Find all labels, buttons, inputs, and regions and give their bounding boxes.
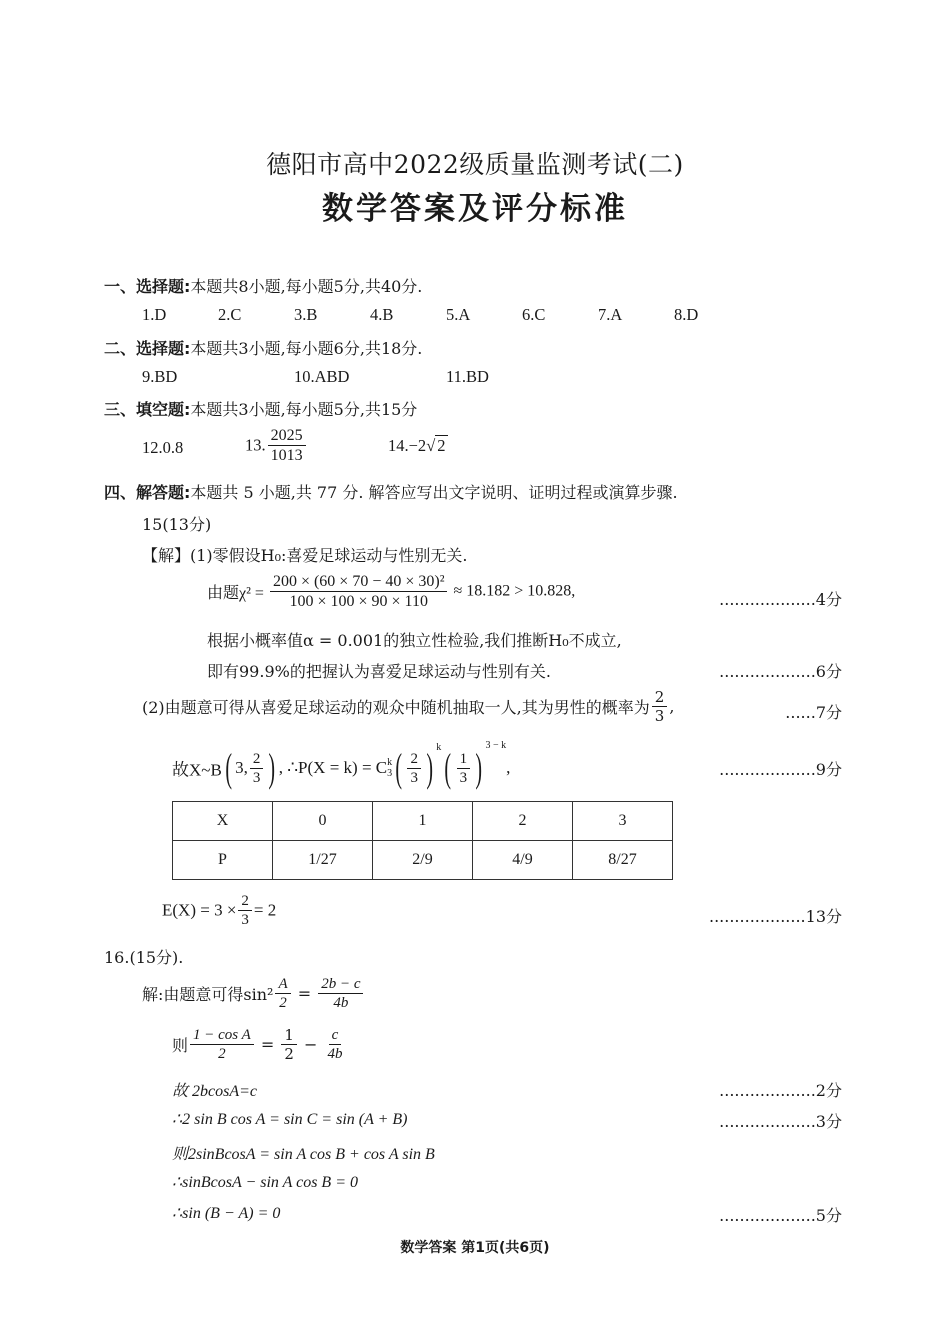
q15-score-6: ...................6分 — [719, 662, 842, 681]
q15-term2-den: 3 — [459, 769, 468, 786]
left-paren: ( — [395, 745, 403, 791]
q15-score-13: ...................13分 — [709, 907, 842, 926]
q15-binomial-p-num: 2 — [250, 750, 264, 769]
q16-l1-den: 4b — [333, 995, 349, 1011]
q15-binomial-prefix: 故X~B — [172, 760, 222, 780]
q16-l1-num: 2b − c — [318, 975, 363, 994]
q15-prob-eq: , ∴P(X = k) = C — [278, 758, 388, 778]
answer-13-denominator: 1013 — [270, 447, 303, 465]
q16-l1-a: A — [275, 975, 290, 994]
q15-term1-fraction — [407, 750, 421, 787]
q16-l2-den1: 2 — [218, 1046, 226, 1062]
right-paren: ) — [268, 745, 276, 791]
q16-l2-num3: c — [329, 1026, 342, 1045]
q15-part2-text: (2)由题意可得从喜爱足球运动的观众中随机抽取一人,其为男性的概率为 — [142, 698, 650, 717]
q15-chi-square-line — [207, 572, 575, 611]
section-3-heading — [104, 397, 417, 420]
q16-l2-prefix: 则 — [172, 1036, 189, 1055]
answer-4: 4.B — [370, 305, 394, 324]
q15-binomial-n: 3, — [235, 758, 248, 778]
left-paren: ( — [225, 745, 232, 791]
section-1-heading — [104, 274, 422, 297]
q16-line3: 故 2bcosA=c — [172, 1083, 258, 1100]
table-cell: X — [173, 802, 273, 841]
answer-6: 6.C — [522, 305, 546, 324]
distribution-table — [172, 801, 673, 880]
q15-score-7: ......7分 — [785, 703, 842, 722]
q16-line7: ∴sin (B − A) = 0 — [172, 1205, 281, 1222]
q15-score-4: ...................4分 — [719, 590, 842, 609]
answer-14-radicand: 2 — [437, 436, 446, 455]
q16-l1-half-angle — [275, 975, 290, 1012]
answer-11: 11.BD — [446, 367, 489, 386]
answer-1: 1.D — [142, 305, 167, 324]
section-1-desc: 本题共8小题,每小题5分,共40分. — [190, 277, 423, 296]
q15-score-9: ...................9分 — [719, 760, 842, 779]
left-paren: ( — [444, 745, 452, 791]
q16-score-2: ...................2分 — [719, 1081, 842, 1100]
q15-ex-den: 3 — [241, 912, 249, 928]
section-3-desc: 本题共3小题,每小题5分,共15分 — [190, 400, 418, 419]
q15-ex-suffix: = 2 — [253, 900, 277, 920]
q15-chi-suffix: ≈ 18.182 > 10.828, — [453, 582, 576, 600]
q15-chi-denominator: 100 × 100 × 90 × 110 — [289, 593, 428, 611]
q15-expectation — [162, 892, 276, 929]
q16-l1-2: 2 — [279, 995, 287, 1011]
q15-part2-numerator: 2 — [652, 688, 668, 707]
q15-line2: 根据小概率值α = 0.001的独立性检验,我们推断H₀不成立, — [207, 631, 622, 650]
q15-comb-k: k — [387, 757, 393, 769]
q16-line6: ∴sinBcosA − sin A cos B = 0 — [172, 1174, 358, 1191]
right-paren: ) — [426, 745, 433, 791]
section-4-label: 四、解答题: — [104, 483, 191, 502]
answer-13-label: 13. — [245, 435, 266, 455]
q15-line3: 即有99.9%的把握认为喜爱足球运动与性别有关. — [207, 662, 551, 681]
table-cell: 1/27 — [273, 841, 373, 880]
table-cell: 0 — [273, 802, 373, 841]
page-title: 数学答案及评分标准 — [322, 191, 628, 227]
q15-part2-tail: , — [669, 697, 675, 716]
answer-12: 12.0.8 — [142, 438, 184, 457]
q15-binomial-line: 故X~B( 3, $\frac{2}{3}$ ) , ∴P(X = k) = C k 3 ( $\frac{2}{3}$ ) $^k$( $\frac{1}{3}$ ) $^{3 - k}$, — [172, 740, 511, 791]
answer-3: 3.B — [294, 305, 318, 324]
table-cell: 2 — [473, 802, 573, 841]
q15-term1-num: 2 — [407, 750, 421, 769]
q16-l2-den2: 2 — [284, 1045, 294, 1063]
q16-line1: 解:由题意可得sin² $\frac{A}{2}$ = $\frac{2b - c}{4b}$ — [142, 975, 365, 1012]
q16-line5: 则2sinBcosA = sin A cos B + cos A sin B — [172, 1146, 435, 1163]
q15-binomial-p — [250, 750, 264, 787]
section-2-heading — [104, 336, 422, 359]
q15-ex-prefix: E(X) = 3 × — [162, 900, 237, 920]
q15-chi-fraction — [270, 572, 448, 611]
section-1-label: 一、选择题: — [104, 277, 191, 296]
q15-term1-den: 3 — [410, 769, 418, 786]
q15-term2-num: 1 — [457, 750, 471, 769]
q16-l2-frac1 — [190, 1026, 254, 1063]
q16-l2-frac2 — [281, 1026, 297, 1063]
table-row — [173, 841, 673, 880]
answer-14-prefix: 14.−2 — [388, 436, 427, 455]
q15-term1-exp: k — [436, 742, 442, 753]
q15-part2-fraction — [652, 688, 668, 725]
page-footer: 数学答案 第1页(共6页) — [400, 1240, 550, 1256]
q15-binomial-p-den: 3 — [252, 769, 261, 786]
answer-14: 14.−2√ 2 — [388, 436, 446, 455]
table-cell: 3 — [573, 802, 673, 841]
q16-l2-frac3 — [324, 1026, 345, 1063]
table-cell: 2/9 — [373, 841, 473, 880]
q15-chi-prefix: 由题χ² = — [207, 585, 264, 603]
q15-ex-num: 2 — [238, 892, 252, 911]
q16-title: 16.(15分). — [104, 948, 184, 967]
q16-l2-num1: 1 − cos A — [190, 1026, 254, 1045]
answer-7: 7.A — [598, 305, 623, 324]
q15-ex-fraction — [238, 892, 252, 929]
q15-comb-n: 3 — [387, 768, 393, 780]
right-paren: ) — [475, 745, 483, 791]
q15-part2-denominator: 3 — [654, 707, 665, 725]
answer-13-fraction — [268, 426, 306, 465]
q15-part2 — [142, 688, 674, 725]
q16-l1-fraction — [318, 975, 363, 1012]
section-4-desc: 本题共 5 小题,共 77 分. 解答应写出文字说明、证明过程或演算步骤. — [190, 483, 678, 502]
q16-line4: ∴2 sin B cos A = sin C = sin (A + B) — [172, 1111, 408, 1128]
table-row — [173, 802, 673, 841]
section-2-label: 二、选择题: — [104, 339, 191, 358]
table-cell: 4/9 — [473, 841, 573, 880]
section-4-heading — [104, 480, 678, 503]
q16-l2-num2: 1 — [281, 1026, 297, 1045]
answer-2: 2.C — [218, 305, 242, 324]
table-cell: P — [173, 841, 273, 880]
answer-13 — [245, 426, 308, 465]
q16-l1-prefix: 解:由题意可得sin² — [142, 985, 274, 1004]
q15-title: 15(13分) — [142, 515, 212, 534]
answer-9: 9.BD — [142, 367, 178, 386]
q16-line2: 则 $\frac{\text{1 − cos A}}{2}$ = $\frac{1}{2}$ − $\frac{c}{4b}$ — [172, 1026, 347, 1063]
q16-score-3: ...................3分 — [719, 1112, 842, 1131]
answer-10: 10.ABD — [294, 367, 350, 386]
q16-score-5: ...................5分 — [719, 1206, 842, 1225]
q15-term2-exp: 3 − k — [485, 740, 507, 751]
answer-8: 8.D — [674, 305, 699, 324]
table-cell: 1 — [373, 802, 473, 841]
q16-l2-den3: 4b — [327, 1046, 343, 1062]
answer-5: 5.A — [446, 305, 471, 324]
section-3-label: 三、填空题: — [104, 400, 191, 419]
exam-title: 德阳市高中2022级质量监测考试(二) — [266, 150, 684, 179]
q15-chi-numerator: 200 × (60 × 70 − 40 × 30)² — [270, 572, 448, 592]
table-cell: 8/27 — [573, 841, 673, 880]
q15-term2-fraction — [457, 750, 471, 787]
section-2-desc: 本题共3小题,每小题6分,共18分. — [190, 339, 423, 358]
q15-part1: 【解】(1)零假设H₀:喜爱足球运动与性别无关. — [142, 546, 468, 565]
answer-13-numerator: 2025 — [268, 426, 306, 446]
q15-comb-indices — [387, 757, 392, 779]
